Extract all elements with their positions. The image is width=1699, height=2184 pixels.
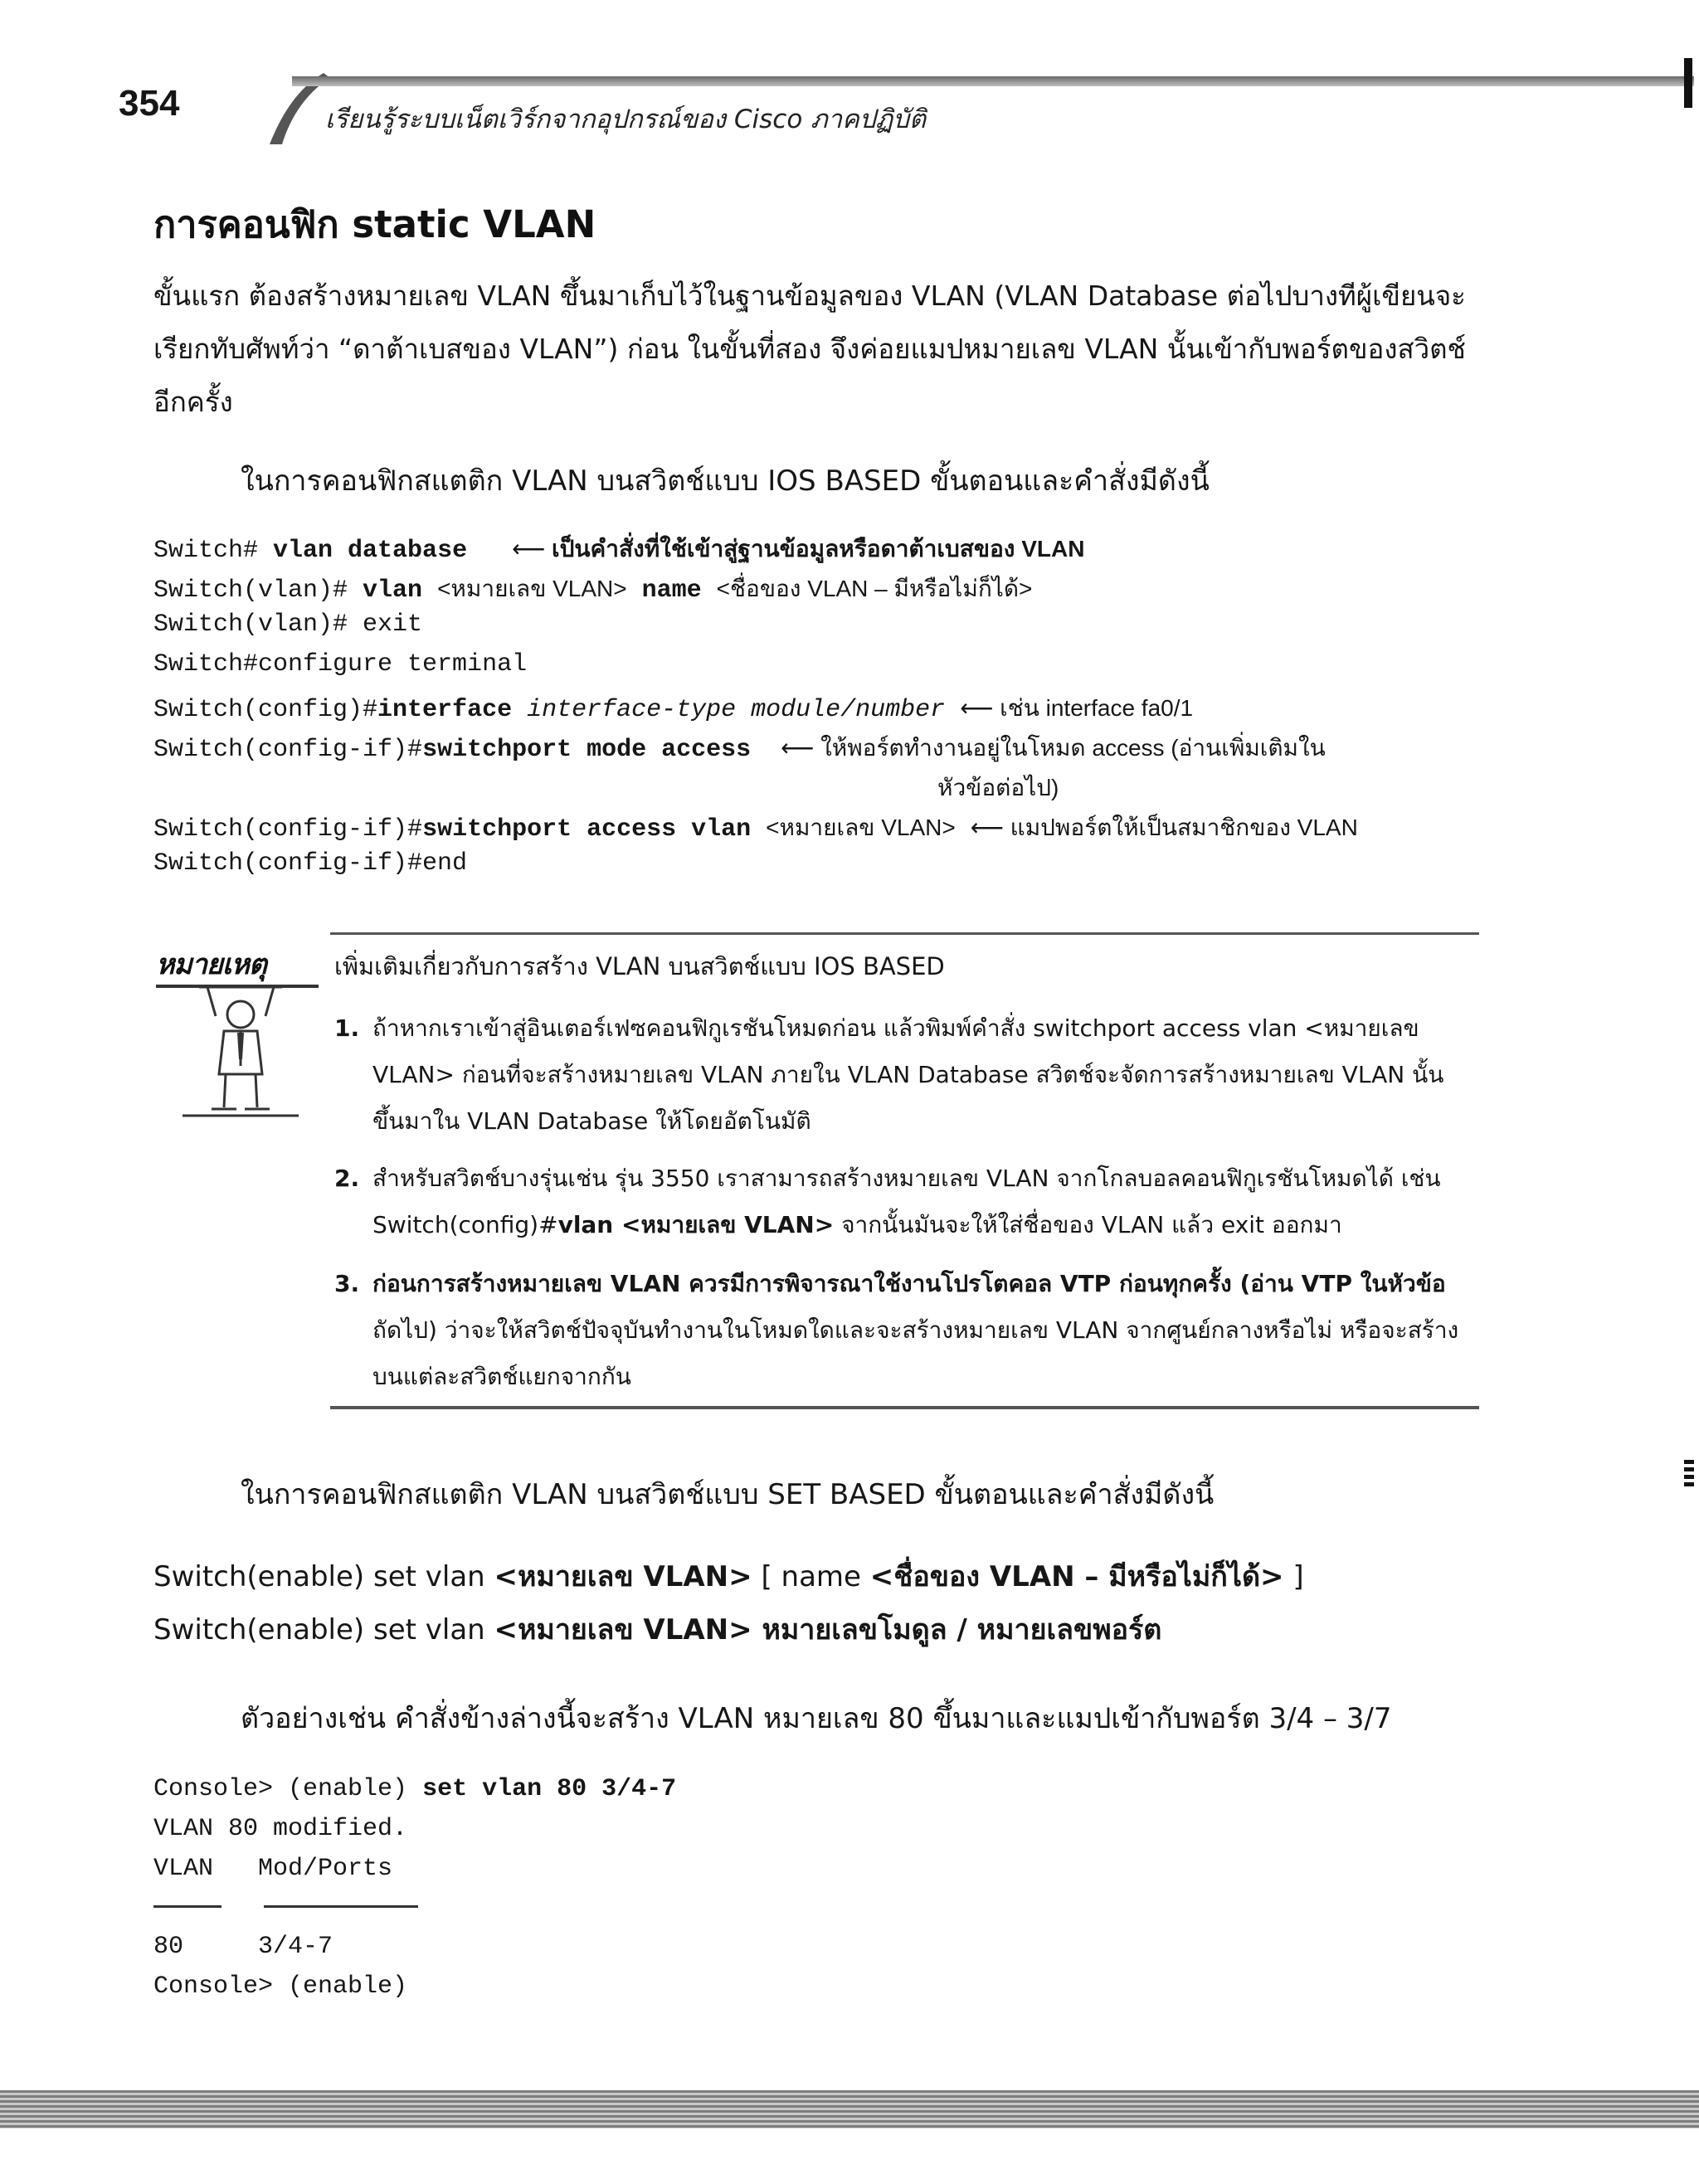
console-line-5: Console> (enable) [153, 1972, 408, 2001]
column-underline-vlan [153, 1905, 222, 1908]
edge-mark [1684, 58, 1692, 108]
note-badge: หมายเหตุ [156, 941, 319, 988]
set-command-2: Switch(enable) set vlan <หมายเลข VLAN> หมายเลขโมดูล / หมายเลขพอร์ต [153, 1613, 1162, 1647]
code-line-6-note-continued: หัวข้อต่อไป) [937, 775, 1059, 800]
console-line-2: VLAN 80 modified. [153, 1815, 408, 1843]
code-line-5: Switch(config)#interface interface-type module/number ⟵ เช่น interface fa0/1 [153, 695, 1194, 724]
note-rule-top [330, 932, 1479, 935]
note-item-number: 1. [334, 1014, 360, 1042]
code-line-2: Switch(vlan)# vlan <หมายเลข VLAN> name <ชื่อของ VLAN – มีหรือไม่ก็ได้> [153, 576, 1033, 605]
note-item-3 [334, 1261, 1471, 1400]
note-title: เพิ่มเติมเกี่ยวกับการสร้าง VLAN บนสวิตช์แบบ IOS BASED [334, 952, 945, 980]
note-item-number: 3. [334, 1270, 360, 1297]
column-underline-ports [264, 1905, 418, 1908]
code-line-8: Switch(config-if)#end [153, 849, 468, 878]
ios-based-lead: ในการคอนฟิกสแตติก VLAN บนสวิตช์แบบ IOS BASED ขั้นตอนและคำสั่งมีดังนี้ [241, 465, 1210, 498]
footer-scan-band [0, 2090, 1699, 2128]
note-item-2 [334, 1155, 1471, 1248]
section-heading: การคอนฟิก static VLAN [153, 202, 596, 246]
code-line-1: Switch# vlan database ⟵ เป็นคำสั่งที่ใช้เข้าสู่ฐานข้อมูลหรือดาต้าเบสของ VLAN [153, 536, 1085, 565]
page-number: 354 [119, 83, 180, 124]
note-rule-bottom [330, 1406, 1479, 1409]
note-item-number: 2. [334, 1165, 360, 1192]
code-line-4: Switch#configure terminal [153, 650, 528, 679]
console-line-3: VLAN Mod/Ports [153, 1855, 393, 1883]
running-title: เรียนรู้ระบบเน็ตเวิร์กจากอุปกรณ์ของ Cisco ภาคปฏิบัติ [325, 105, 927, 134]
intro-paragraph: ขั้นแรก ต้องสร้างหมายเลข VLAN ขึ้นมาเก็บไว้ในฐานข้อมูลของ VLAN (VLAN Database ต่อไปบางทีผู้เขียนจะเรียกทับศัพท์ว่า “ดาต้าเบสของ VLAN”) ก่อน ในขั้นที่สอง จึงค่อยแมปหมายเลข VLAN นั้นเข้ากับพอร์ตของสวิตช์อีกครั้ง [153, 280, 1466, 418]
code-line-3: Switch(vlan)# exit [153, 610, 423, 639]
note-item-text: ถ้าหากเราเข้าสู่อินเตอร์เฟซคอนฟิกูเรชันโหมดก่อน แล้วพิมพ์คำสั่ง switchport access vlan <หมายเลข VLAN> ก่อนที่จะสร้างหมายเลข VLAN ภายใน VLAN Database สวิตช์จะจัดการสร้างหมายเลข VLAN นั้นขึ้นมาใน VLAN Database ให้โดยอัตโนมัติ [372, 1014, 1444, 1135]
set-based-lead: ในการคอนฟิกสแตติก VLAN บนสวิตช์แบบ SET BASED ขั้นตอนและคำสั่งมีดังนี้ [241, 1478, 1215, 1511]
console-line-1: Console> (enable) set vlan 80 3/4-7 [153, 1775, 677, 1803]
cartoon-man-icon [166, 983, 315, 1120]
example-lead: ตัวอย่างเช่น คำสั่งข้างล่างนี้จะสร้าง VLAN หมายเลข 80 ขึ้นมาและแมปเข้ากับพอร์ต 3/4 – 3/7 [241, 1702, 1392, 1735]
note-item-1 [334, 1005, 1471, 1145]
code-line-7: Switch(config-if)#switchport access vlan <หมายเลข VLAN> ⟵ แมปพอร์ตให้เป็นสมาชิกของ VLAN [153, 815, 1358, 844]
console-line-4: 80 3/4-7 [153, 1933, 333, 1961]
code-line-6: Switch(config-if)#switchport mode access ⟵ ให้พอร์ตทำงานอยู่ในโหมด access (อ่านเพิ่มเติมใน [153, 735, 1326, 764]
set-command-1: Switch(enable) set vlan <หมายเลข VLAN> [ name <ชื่อของ VLAN – มีหรือไม่ก็ได้> ] [153, 1560, 1304, 1593]
note-item-text: สำหรับสวิตช์บางรุ่นเช่น รุ่น 3550 เราสามารถสร้างหมายเลข VLAN จากโกลบอลคอนฟิกูเรชันโหมดได้ เช่น Switch(config)#vlan <หมายเลข VLAN> จากนั้นมันจะให้ใส่ชื่อของ VLAN แล้ว exit ออกมา [372, 1165, 1441, 1238]
header-rule [292, 76, 1694, 86]
note-item-text: ก่อนการสร้างหมายเลข VLAN ควรมีการพิจารณาใช้งานโปรโตคอล VTP ก่อนทุกครั้ง (อ่าน VTP ในหัวข้อ ถัดไป) ว่าจะให้สวิตช์ปัจจุบันทำงานในโหมดใดและจะสร้างหมายเลข VLAN จากศูนย์กลางหรือไม่ หรือจะสร้างบนแต่ละสวิตช์แยกจากกัน [372, 1270, 1459, 1390]
side-mark [1684, 1460, 1694, 1488]
